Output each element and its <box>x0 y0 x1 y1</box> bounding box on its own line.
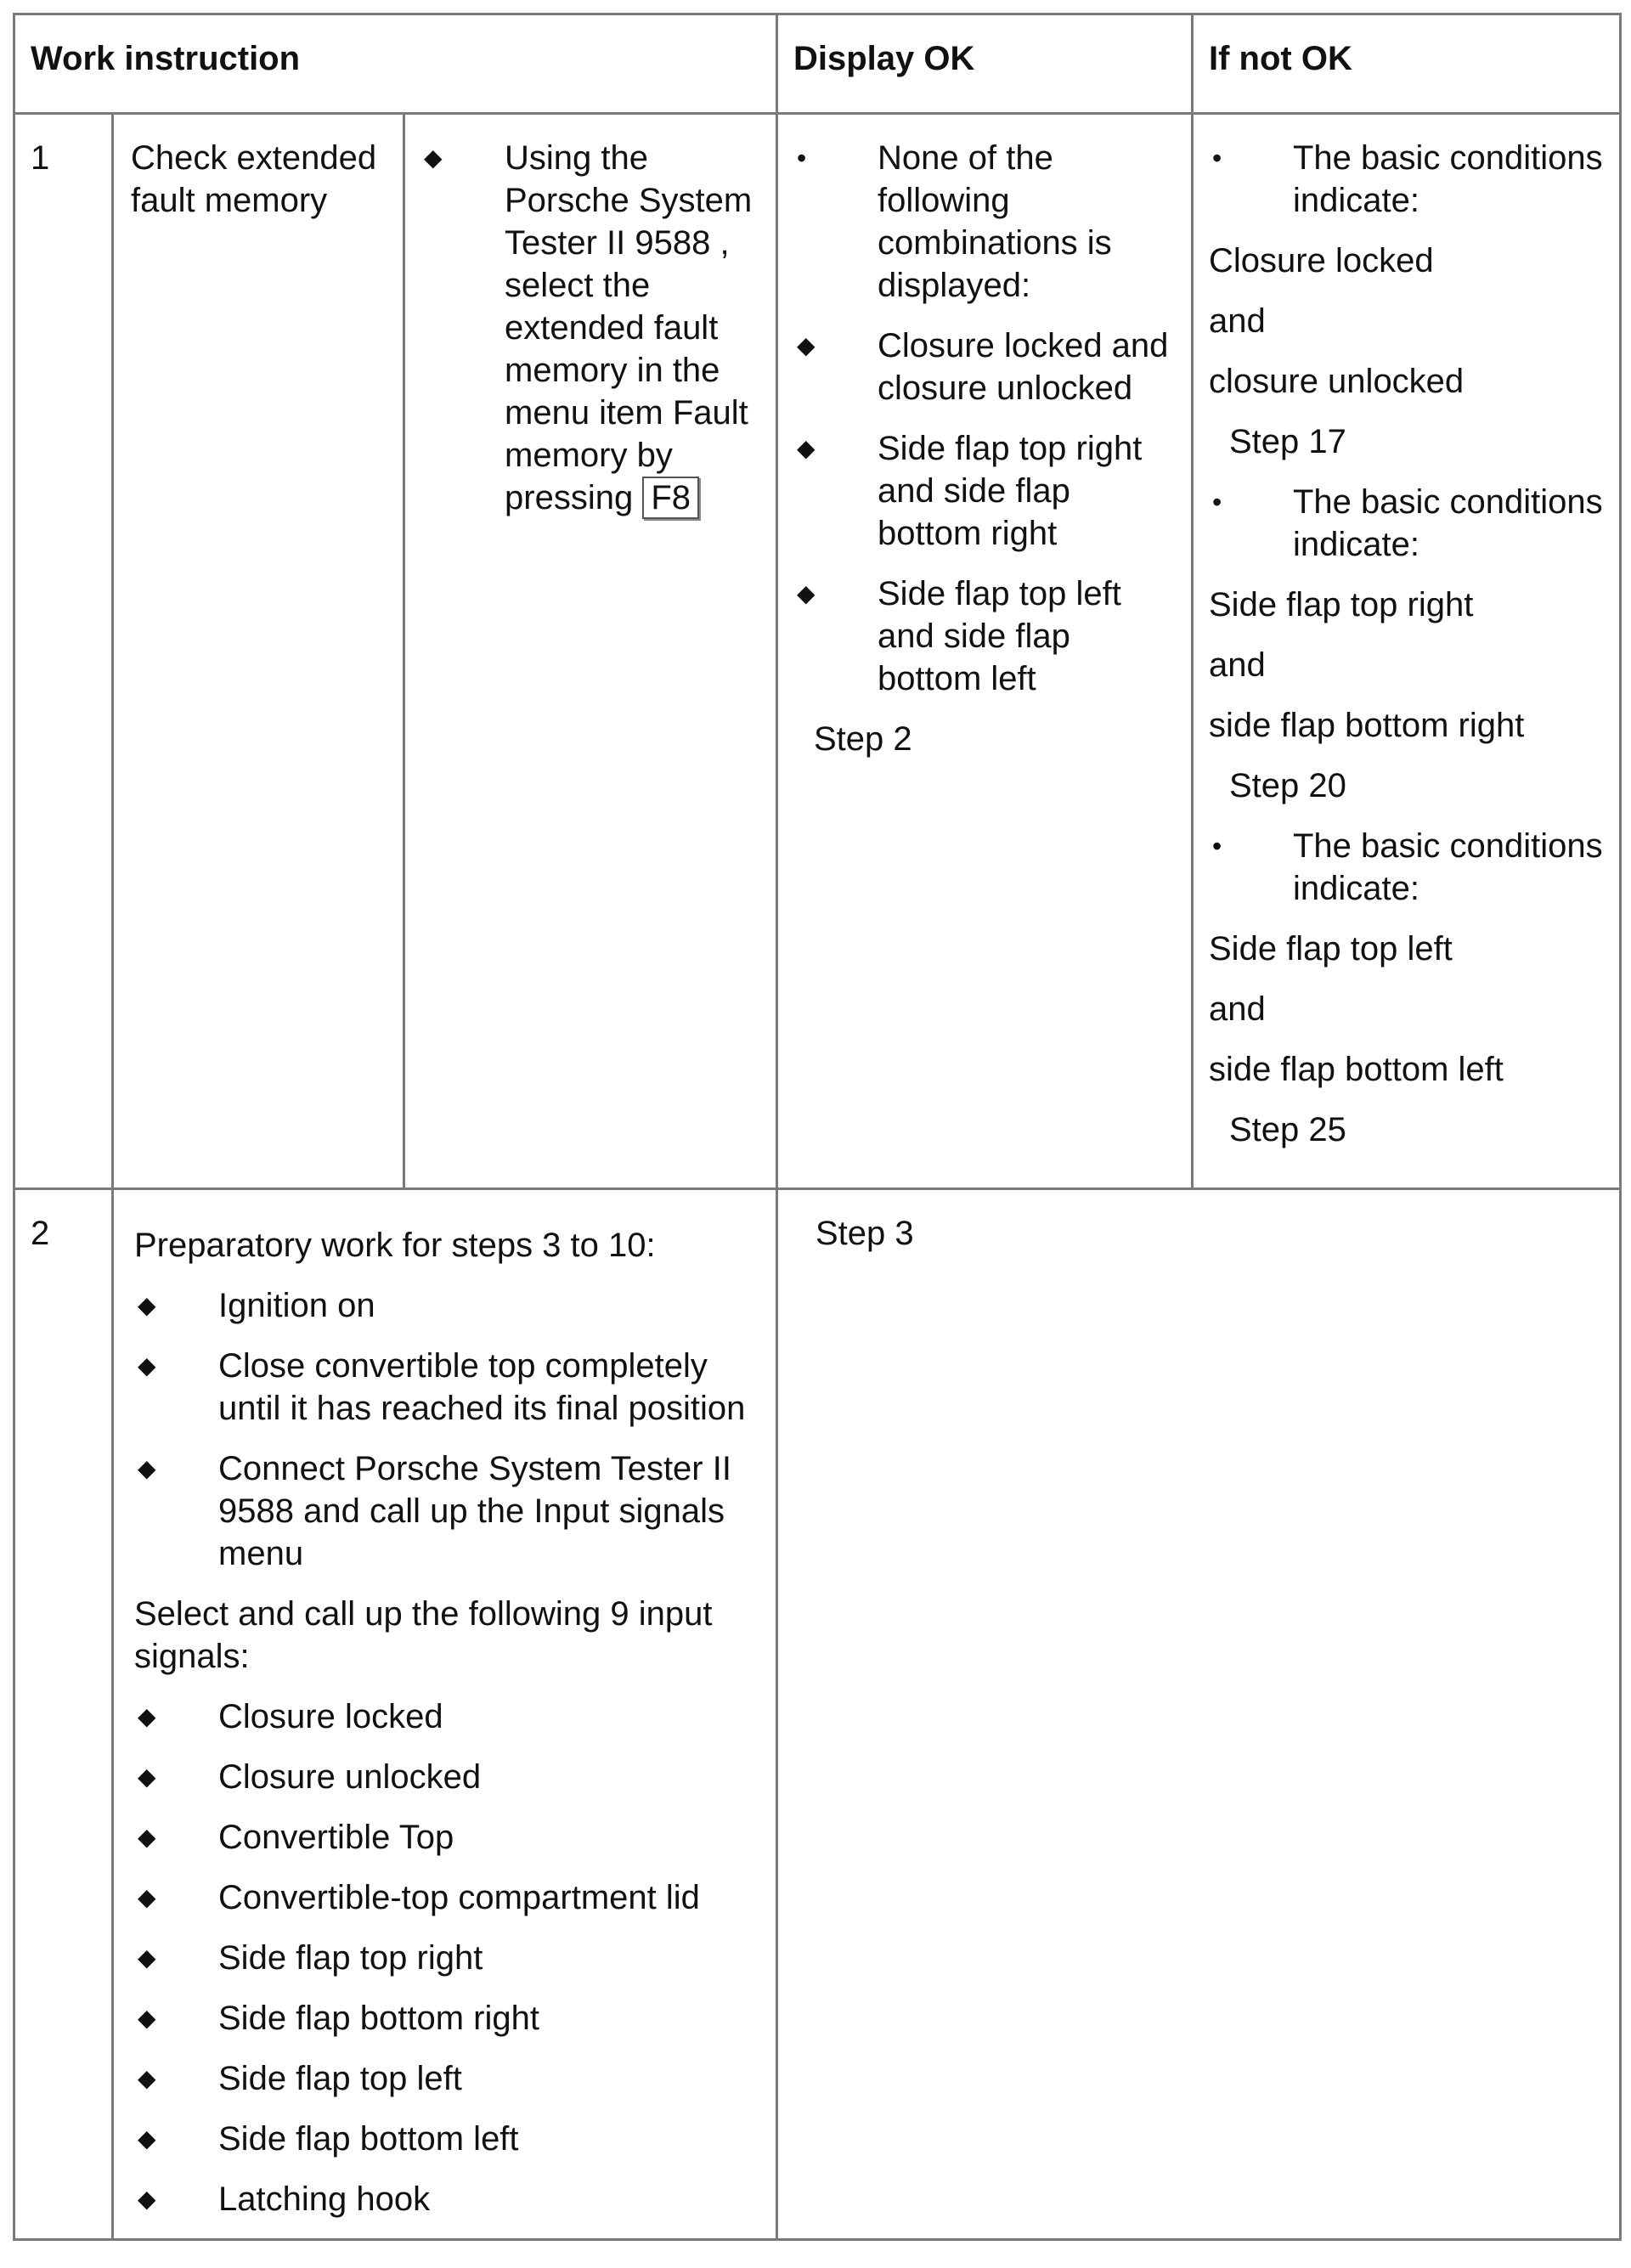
list-item: ◆ Closure locked <box>134 1695 767 1738</box>
diamond-bullet-icon: ◆ <box>138 1824 156 1850</box>
instruction-item <box>420 137 767 519</box>
list-item: ◆ Side flap top left and side flap bottom left <box>793 573 1182 700</box>
diamond-bullet-icon: ◆ <box>138 2005 156 2031</box>
task-text: Check extended fault memory <box>131 139 377 219</box>
step-number: 2 <box>31 1215 50 1252</box>
list-item: ◆ Latching hook <box>134 2178 767 2220</box>
diamond-bullet-icon: ◆ <box>138 1763 156 1790</box>
step-reference: Step 3 <box>816 1215 914 1252</box>
display-ok-intro: None of the following combinations is displayed: <box>878 139 1112 304</box>
diamond-bullet-icon: ◆ <box>138 2065 156 2091</box>
diamond-bullet-icon: ◆ <box>797 332 816 358</box>
list-item: ◆ Convertible Top <box>134 1816 767 1859</box>
list-item: ◆ Ignition on <box>134 1284 767 1327</box>
display-ok-cell <box>777 114 1193 1189</box>
list-item: ◆ Close convertible top completely until it has reached its final position <box>134 1345 767 1430</box>
list-item: ◆ Convertible-top compartment lid <box>134 1876 767 1919</box>
dot-bullet-icon: • <box>1212 487 1222 517</box>
dot-bullet-icon: • <box>1212 143 1222 173</box>
list-item: ◆ Connect Porsche System Tester II 9588 and call up the Input signals menu <box>134 1447 767 1575</box>
list-item: • The basic conditions indicate: <box>1209 481 1611 566</box>
list-item: ◆ Side flap bottom left <box>134 2118 767 2160</box>
table-header-row <box>14 14 1621 114</box>
if-not-ok-cell: • The basic conditions indicate: Closure locked and closure unlocked Step 17 • The basic conditions indicate: Side flap top right and side flap bottom right Step 20 • The basic conditions indicate: Side flap top left and side flap bottom left Step 25 <box>1193 114 1621 1189</box>
diamond-bullet-icon: ◆ <box>138 2186 156 2212</box>
select-title: Select and call up the following 9 input signals: <box>134 1595 713 1675</box>
work-instruction-table <box>13 13 1622 2241</box>
diamond-bullet-icon: ◆ <box>424 144 443 171</box>
prep-title: Preparatory work for steps 3 to 10: <box>134 1227 656 1264</box>
step-number-cell <box>14 1189 113 2240</box>
list-item: ◆ Closure locked and closure unlocked <box>793 324 1182 409</box>
diamond-bullet-icon: ◆ <box>138 2125 156 2152</box>
step-reference: Step 17 <box>1229 423 1346 460</box>
header-display-ok: Display OK <box>777 14 1193 114</box>
step-reference: Step 2 <box>814 720 912 758</box>
diamond-bullet-icon: ◆ <box>797 435 816 461</box>
list-item <box>793 137 1182 307</box>
list-item: • The basic conditions indicate: <box>1209 825 1611 910</box>
table-row <box>14 1189 1621 2240</box>
step-reference: Step 25 <box>1229 1111 1346 1148</box>
list-item: ◆ Side flap top left <box>134 2057 767 2100</box>
step-number: 1 <box>31 139 50 177</box>
dot-bullet-icon: • <box>797 143 807 173</box>
instruction-cell <box>404 114 777 1189</box>
list-item: ◆ Side flap bottom right <box>134 1997 767 2040</box>
diamond-bullet-icon: ◆ <box>138 1944 156 1971</box>
step-reference: Step 20 <box>1229 767 1346 804</box>
diamond-bullet-icon: ◆ <box>138 1352 156 1379</box>
header-if-not-ok: If not OK <box>1193 14 1621 114</box>
list-item: ◆ Side flap top right and side flap bottom right <box>793 427 1182 555</box>
list-item: ◆ Side flap top right <box>134 1937 767 1979</box>
list-item: ◆ Closure unlocked <box>134 1756 767 1798</box>
instruction-text: Using the Porsche System Tester II 9588 , select the extended fault memory in the menu item Fault memory by pressing <box>505 139 753 516</box>
diamond-bullet-icon: ◆ <box>138 1292 156 1318</box>
diamond-bullet-icon: ◆ <box>138 1455 156 1481</box>
diamond-bullet-icon: ◆ <box>138 1884 156 1910</box>
table-row <box>14 114 1621 1189</box>
header-work-instruction: Work instruction <box>14 14 777 114</box>
f8-key: F8 <box>642 477 699 519</box>
dot-bullet-icon: • <box>1212 831 1222 861</box>
task-cell <box>113 114 404 1189</box>
step-number-cell <box>14 114 113 1189</box>
diamond-bullet-icon: ◆ <box>797 580 816 606</box>
list-item: • The basic conditions indicate: <box>1209 137 1611 222</box>
diamond-bullet-icon: ◆ <box>138 1703 156 1729</box>
instruction-cell <box>113 1189 777 2240</box>
display-ok-cell <box>777 1189 1621 2240</box>
